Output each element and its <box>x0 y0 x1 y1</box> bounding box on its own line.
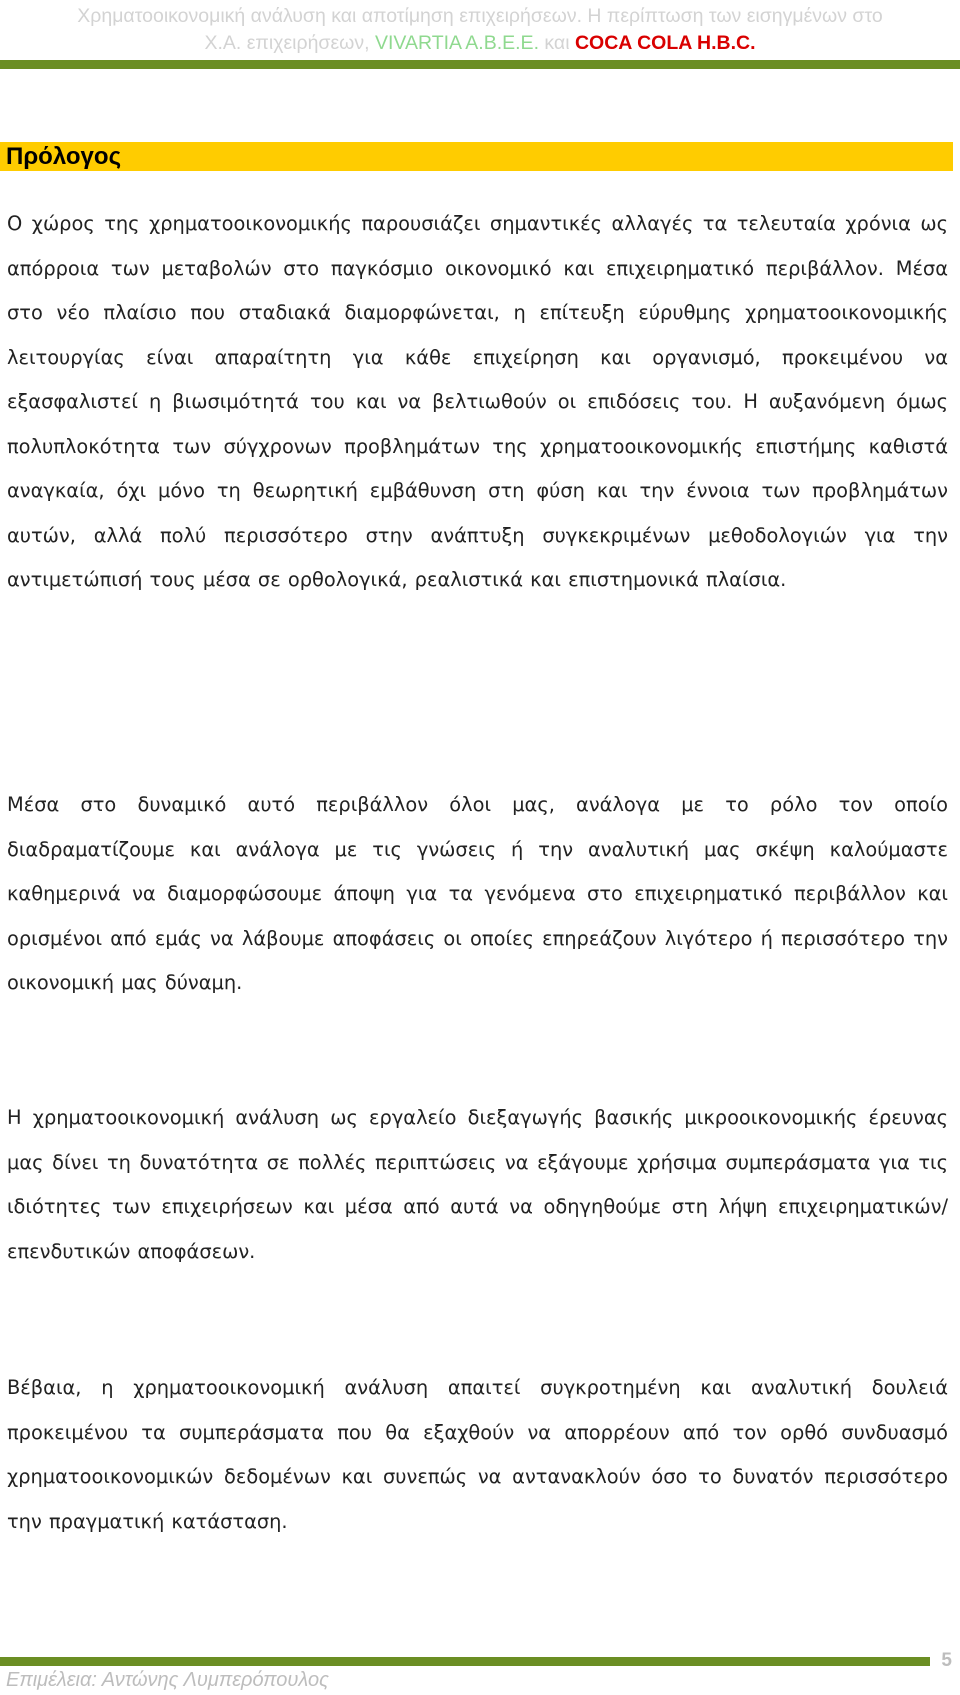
footer-editor: Επιμέλεια: Αντώνης Λυμπερόπουλος <box>6 1669 329 1691</box>
header-title-line2 <box>0 30 960 57</box>
header-company-cocacola: COCA COLA H.B.C. <box>574 32 756 54</box>
header-prefix: Χ.Α. επιχειρήσεων, <box>204 32 370 54</box>
paragraph-4: Βέβαια, η χρηματοοικονομική ανάλυση απαιτεί συγκροτημένη και αναλυτική δουλειά προκειμένου τα συμπεράσματα που θα εξαχθούν να απορρέουν από τον ορθό συνδυασμό χρηματοοικονομικών δεδομένων και συνεπώς να αντανακλούν όσο το δυνατόν περισσότερο την πραγματική κατάσταση. <box>7 1376 948 1533</box>
running-header <box>0 0 960 70</box>
header-company-vivartia: VIVARTIA A.B.E.E. <box>374 32 539 54</box>
section-title: Πρόλογος <box>0 142 953 171</box>
paragraph-3: Η χρηματοοικονομική ανάλυση ως εργαλείο διεξαγωγής βασικής μικροοικονομικής έρευνας μας δίνει τη δυνατότητα σε πολλές περιπτώσεις να εξάγουμε χρήσιμα συμπεράσματα για τις ιδιότητες των επιχειρήσεων και μέσα από αυτά να οδηγηθούμε στη λήψη επιχειρηματικών/ επενδυτικών αποφάσεων. <box>7 1106 948 1263</box>
footer-divider-bar <box>0 1657 930 1666</box>
header-divider-bar <box>0 60 960 69</box>
paragraph-1: Ο χώρος της χρηματοοικονομικής παρουσιάζει σημαντικές αλλαγές τα τελευταία χρόνια ως απόρροια των μεταβολών στο παγκόσμιο οικονομικό και επιχειρηματικό περιβάλλον. Μέσα στο νέο πλαίσιο που σταδιακά διαμορφώνεται, η επίτευξη εύρυθμης χρηματοοικονομικής λειτουργίας είναι απαραίτητη για κάθε επιχείρηση και οργανισμό, προκειμένου να εξασφαλιστεί η βιωσιμότητά του και να βελτιωθούν οι επιδόσεις του. Η αυξανόμενη όμως πολυπλοκότητα των σύγχρονων προβλημάτων της χρηματοοικονομικής επιστήμης καθιστά αναγκαία, όχι μόνο τη θεωρητική εμβάθυνση στη φύση και την έννοια των προβλημάτων αυτών, αλλά πολύ περισσότερο στην ανάπτυξη συγκεκριμένων μεθοδολογιών για την αντιμετώπισή τους μέσα σε ορθολογικά, ρεαλιστικά και επιστημονικά πλαίσια. <box>7 212 948 591</box>
page-number: 5 <box>941 1650 952 1671</box>
paragraph-2: Μέσα στο δυναμικό αυτό περιβάλλον όλοι μας, ανάλογα με το ρόλο τον οποίο διαδραματίζουμε και ανάλογα με τις γνώσεις ή την αναλυτική μας σκέψη καλούμαστε καθημερινά να διαμορφώσουμε άποψη για τα γενόμενα στο επιχειρηματικό περιβάλλον και ορισμένοι από εμάς να λάβουμε αποφάσεις οι οποίες επηρεάζουν λιγότερο ή περισσότερο την οικονομική μας δύναμη. <box>7 793 948 994</box>
header-title-line1: Χρηματοοικονομική ανάλυση και αποτίμηση επιχειρήσεων. Η περίπτωση των εισηγμένων στο <box>77 5 883 27</box>
header-conjunction: και <box>544 32 570 54</box>
